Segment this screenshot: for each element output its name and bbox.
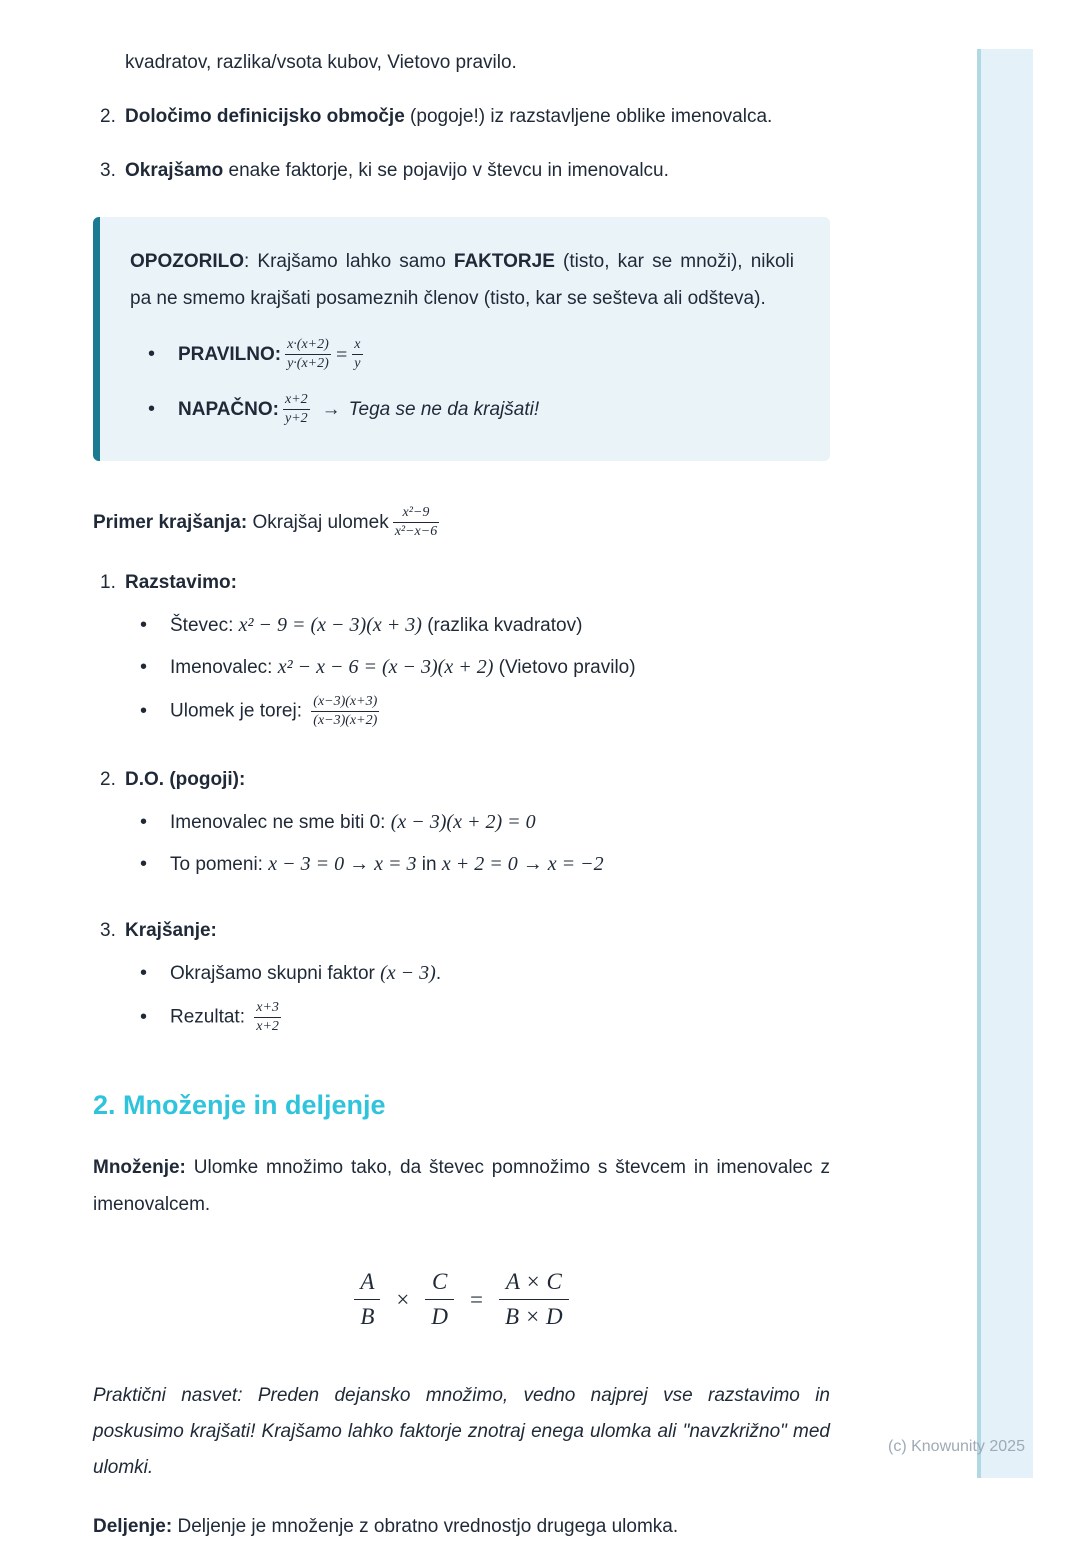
numbered-item-3 — [93, 154, 830, 187]
fraction-numerator: x²−9 — [393, 505, 440, 523]
bullet-mid: in — [416, 854, 442, 875]
example-lead — [93, 505, 830, 540]
equals-sign: = — [470, 1287, 483, 1312]
item-bold-text: Okrajšamo — [125, 160, 224, 181]
math-expression: x² − 9 = (x − 3)(x + 3) — [238, 614, 422, 636]
bullet-text — [170, 807, 830, 838]
step-number: 3. — [100, 920, 116, 941]
fraction-denominator: x+2 — [256, 1019, 279, 1034]
fraction — [354, 1267, 380, 1332]
step-3-heading — [93, 914, 830, 947]
item-bold-text: Določimo definicijsko območje — [125, 106, 405, 127]
bullet-pre: To pomeni: — [170, 854, 269, 875]
fraction — [352, 337, 362, 372]
warning-paragraph — [130, 243, 794, 317]
fraction-numerator: x — [352, 337, 362, 355]
bullet-text — [170, 1000, 830, 1035]
bullet-post: . — [435, 963, 442, 984]
math-expression: x + 2 = 0 → x = −2 — [441, 853, 604, 875]
division-label: Deljenje: — [93, 1516, 173, 1537]
document-content — [93, 46, 830, 1562]
fraction — [425, 1267, 454, 1332]
item-text — [125, 154, 830, 187]
bullet-text — [170, 652, 830, 683]
bullet-pre: Imenovalec ne sme biti 0: — [170, 812, 391, 833]
fraction-numerator: C — [425, 1267, 454, 1300]
fraction-denominator: y+2 — [284, 411, 308, 426]
bullet-post: (razlika kvadratov) — [421, 615, 583, 636]
item-text — [125, 100, 830, 133]
bullet-icon — [140, 652, 170, 683]
bullet-post: (Vietovo pravilo) — [493, 657, 636, 678]
step-1-heading — [93, 566, 830, 599]
fraction — [393, 505, 440, 540]
bullet-pre: Rezultat: — [170, 1006, 251, 1028]
bullet-icon — [140, 807, 170, 838]
fraction-numerator: (x−3)(x+3) — [311, 694, 379, 712]
fraction-denominator: D — [431, 1304, 448, 1329]
warning-callout — [93, 217, 830, 461]
bullet-icon — [140, 610, 170, 641]
times-sign: × — [396, 1287, 410, 1312]
step-1-bullet-2 — [93, 652, 830, 683]
bullet-icon — [140, 958, 170, 989]
step-2-bullet-1 — [93, 807, 830, 838]
bullet-text — [170, 958, 830, 989]
bullet-pre: Okrajšamo skupni faktor — [170, 963, 381, 984]
warning-text: : Krajšamo lahko samo — [244, 251, 454, 272]
warning-bold-word: FAKTORJE — [453, 251, 555, 272]
multiplication-label: Množenje: — [93, 1157, 186, 1178]
equals-sign: = — [334, 343, 349, 366]
step-number: 1. — [100, 572, 116, 593]
fraction-denominator: x²−x−6 — [394, 524, 438, 539]
arrow-icon: → — [321, 398, 341, 420]
example-lead-text: Okrajšaj ulomek — [247, 512, 389, 533]
fraction-denominator: y — [354, 356, 361, 371]
list-continuation-text: kvadratov, razlika/vsota kubov, Vietovo pravilo. — [125, 52, 517, 73]
bullet-text — [170, 849, 830, 880]
item-rest-text: enake faktorje, ki se pojavijo v števcu in imenovalcu. — [223, 160, 669, 181]
wrong-note: Tega se ne da krajšati! — [348, 398, 540, 420]
right-margin-bar — [977, 49, 1033, 1478]
step-title: Razstavimo: — [125, 572, 237, 593]
warning-text-rest: (tisto, kar se množi), nikoli pa ne smemo krajšati posameznih členov (tisto, kar se sešteva ali odšteva). — [130, 251, 794, 309]
step-1-bullet-1 — [93, 610, 830, 641]
bullet-icon — [140, 849, 170, 880]
item-number: 2. — [100, 106, 116, 127]
warning-label: OPOZORILO — [130, 251, 244, 272]
item-rest-text: (pogoje!) iz razstavljene oblike imenovalca. — [404, 106, 773, 127]
step-2-bullet-2 — [93, 849, 830, 880]
bullet-icon — [148, 339, 178, 370]
fraction-denominator: (x−3)(x+2) — [313, 713, 378, 728]
fraction — [283, 392, 310, 427]
math-expression: x² − x − 6 = (x − 3)(x + 2) — [277, 656, 494, 678]
bullet-pre: Imenovalec: — [170, 657, 278, 678]
division-paragraph — [93, 1510, 830, 1543]
fraction-denominator: y·(x+2) — [287, 356, 329, 371]
multiplication-paragraph — [93, 1149, 830, 1223]
multiplication-formula — [93, 1267, 830, 1332]
step-3-bullet-1 — [93, 958, 830, 989]
numbered-item-2 — [93, 100, 830, 133]
fraction — [311, 694, 379, 729]
fraction-denominator: B — [360, 1304, 375, 1329]
step-1-bullet-3 — [93, 694, 830, 729]
step-number: 2. — [100, 769, 116, 790]
fraction — [254, 1000, 281, 1035]
bullet-text — [170, 694, 830, 729]
item-number: 3. — [100, 160, 116, 181]
wrong-label: NAPAČNO: — [178, 398, 279, 420]
fraction — [285, 337, 331, 372]
step-3-bullet-2 — [93, 1000, 830, 1035]
bullet-text — [170, 610, 830, 641]
multiplication-text: Ulomke množimo tako, da števec pomnožimo s števcem in imenovalec z imenovalcem. — [93, 1157, 830, 1215]
fraction — [499, 1267, 569, 1332]
fraction-numerator: x·(x+2) — [285, 337, 331, 355]
bullet-pre: Ulomek je torej: — [170, 700, 308, 722]
bullet-icon — [140, 696, 170, 727]
division-text: Deljenje je množenje z obratno vrednostjo drugega ulomka. — [172, 1516, 679, 1537]
fraction-denominator: B × D — [504, 1304, 563, 1329]
step-title: Krajšanje: — [125, 920, 217, 941]
bullet-pre: Števec: — [170, 615, 239, 636]
fraction-numerator: A — [354, 1267, 380, 1300]
bullet-icon — [140, 1002, 170, 1033]
correct-label: PRAVILNO: — [178, 343, 282, 365]
math-expression: x − 3 = 0 → x = 3 — [268, 853, 417, 875]
fraction-numerator: x+2 — [283, 392, 310, 410]
math-expression: (x − 3)(x + 2) = 0 — [390, 811, 536, 833]
practical-tip-paragraph: Praktični nasvet: Preden dejansko množimo, vedno najprej vse razstavimo in poskusimo krajšati! Krajšamo lahko faktorje znotraj enega ulomka ali "navzkrižno" med ulomki. — [93, 1385, 830, 1478]
step-2-heading — [93, 763, 830, 796]
fraction-numerator: A × C — [499, 1267, 569, 1300]
section-heading: 2. Množenje in deljenje — [93, 1090, 386, 1120]
step-title: D.O. (pogoji): — [125, 769, 246, 790]
example-lead-bold: Primer krajšanja: — [93, 512, 248, 533]
copyright-footer: (c) Knowunity 2025 — [888, 1438, 1025, 1455]
fraction-numerator: x+3 — [254, 1000, 281, 1018]
correct-example-bullet — [130, 337, 794, 372]
bullet-icon — [148, 394, 178, 425]
math-expression: (x − 3) — [380, 962, 436, 984]
wrong-example-bullet — [130, 392, 794, 427]
